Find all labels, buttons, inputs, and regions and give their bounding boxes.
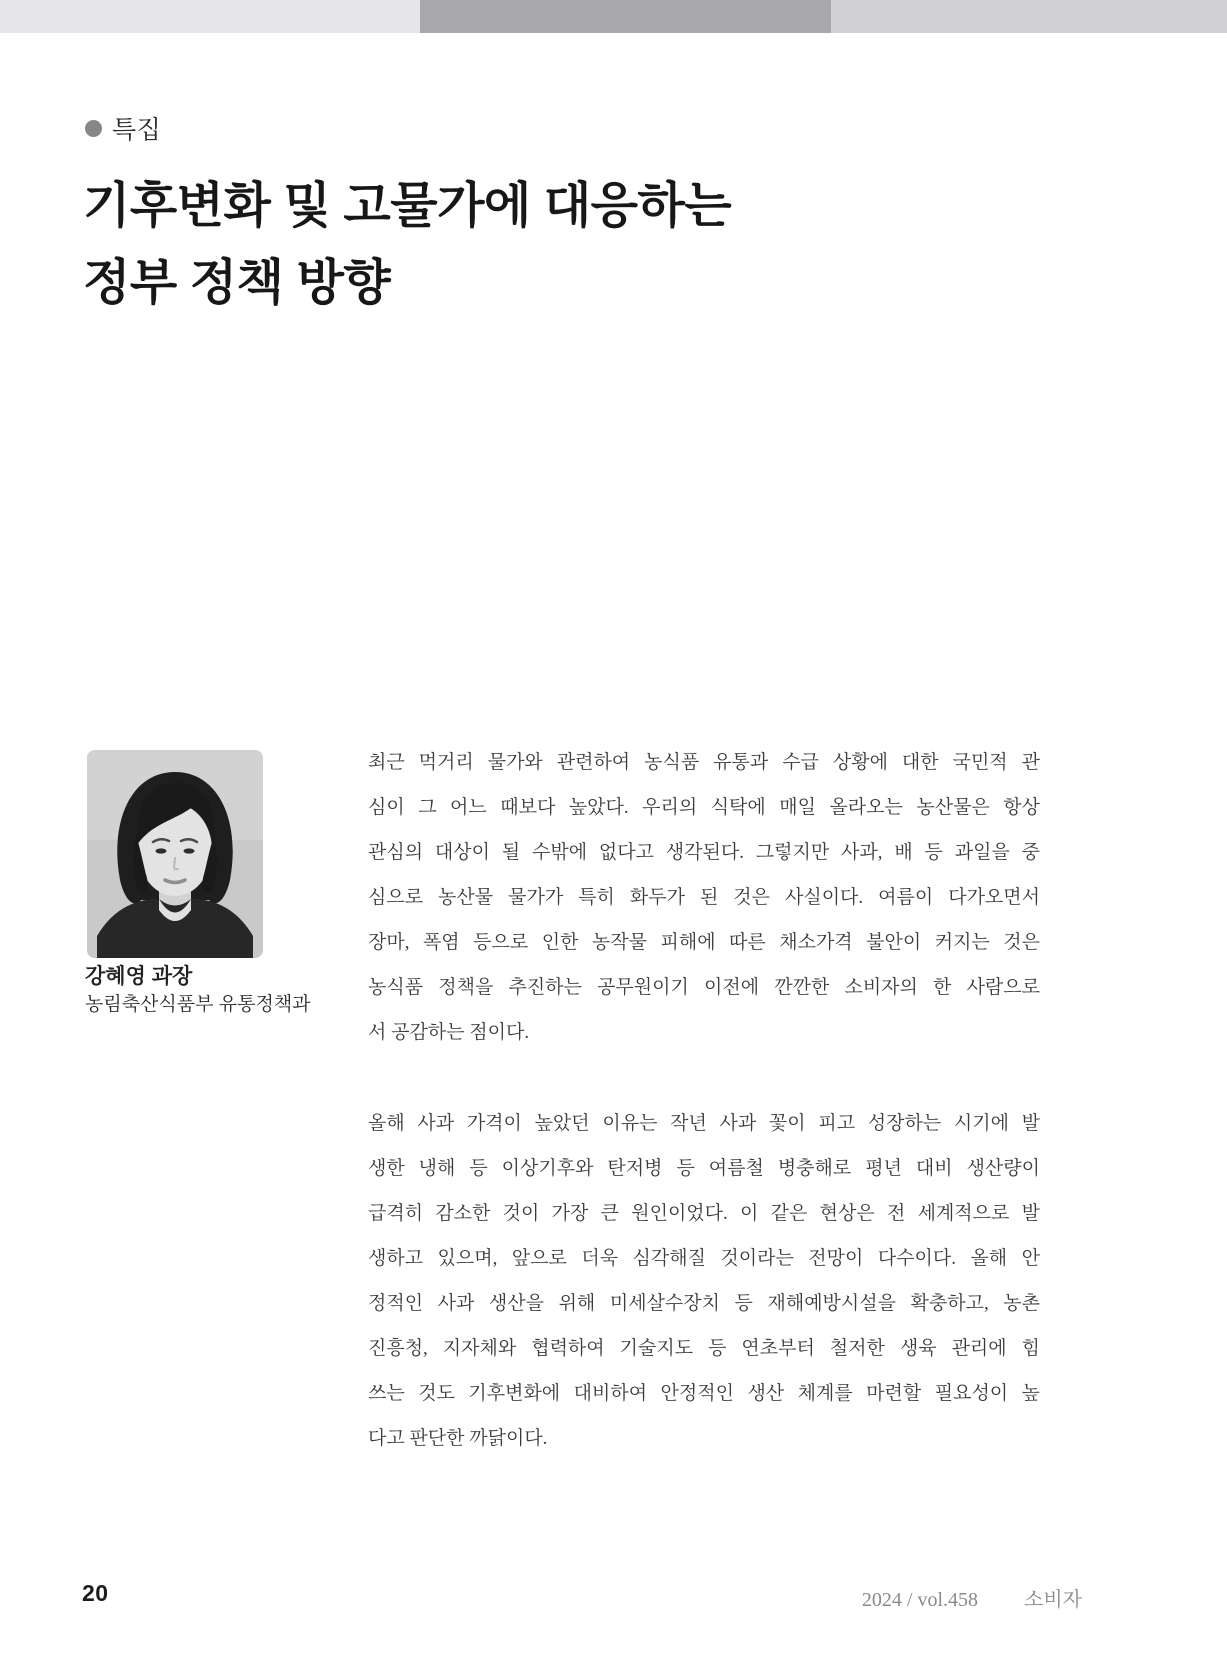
body-line: 서 공감하는 점이다. — [368, 1022, 530, 1043]
section-label — [85, 110, 161, 146]
body-line: 생한 냉해 등 이상기후와 탄저병 등 여름철 병충해로 평년 대비 생산량이 — [368, 1158, 1040, 1179]
top-decorative-bar — [0, 0, 1227, 33]
author-affiliation: 농림축산식품부 유통정책과 — [85, 994, 311, 1015]
top-bar-segment-medium — [831, 0, 1227, 33]
body-line: 다고 판단한 까닭이다. — [368, 1428, 548, 1449]
body-line: 정적인 사과 생산을 위해 미세살수장치 등 재해예방시설을 확충하고, 농촌 — [368, 1293, 1040, 1314]
top-bar-segment-dark — [420, 0, 831, 33]
page-title-line1: 기후변화 및 고물가에 대응하는 — [83, 179, 732, 233]
body-line: 심이 그 어느 때보다 높았다. 우리의 식탁에 매일 올라오는 농산물은 항상 — [368, 797, 1040, 818]
body-line: 농식품 정책을 추진하는 공무원이기 이전에 깐깐한 소비자의 한 사람으로 — [368, 977, 1040, 998]
section-label-text: 특집 — [112, 116, 162, 144]
body-line: 장마, 폭염 등으로 인한 농작물 피해에 따른 채소가격 불안이 커지는 것은 — [368, 932, 1040, 953]
author-caption — [85, 961, 311, 1017]
footer-issue: 2024 / vol.458 — [861, 1589, 979, 1611]
body-line: 심으로 농산물 물가가 특히 화두가 된 것은 사실이다. 여름이 다가오면서 — [368, 887, 1040, 908]
page-title — [83, 168, 983, 322]
footer-magazine-name: 소비자 — [1024, 1589, 1082, 1611]
author-name: 강혜영 과장 — [85, 965, 193, 988]
body-paragraph-1 — [368, 740, 1040, 1055]
body-line: 관심의 대상이 될 수밖에 없다고 생각된다. 그렇지만 사과, 배 등 과일을 중 — [368, 842, 1040, 863]
page-title-line2: 정부 정책 방향 — [83, 256, 391, 310]
body-paragraph-2 — [368, 1101, 1040, 1461]
body-line: 쓰는 것도 기후변화에 대비하여 안정적인 생산 체계를 마련할 필요성이 높 — [368, 1383, 1040, 1404]
author-photo — [87, 750, 263, 958]
body-line: 진흥청, 지자체와 협력하여 기술지도 등 연초부터 철저한 생육 관리에 힘 — [368, 1338, 1040, 1359]
author-portrait-illustration — [87, 750, 263, 958]
bullet-icon — [85, 120, 102, 137]
body-line: 생하고 있으며, 앞으로 더욱 심각해질 것이라는 전망이 다수이다. 올해 안 — [368, 1248, 1040, 1269]
body-line: 급격히 감소한 것이 가장 큰 원인이었다. 이 같은 현상은 전 세계적으로 발 — [368, 1203, 1040, 1224]
top-bar-segment-light — [0, 0, 420, 33]
body-line: 최근 먹거리 물가와 관련하여 농식품 유통과 수급 상황에 대한 국민적 관 — [368, 752, 1040, 773]
footer-right — [862, 1583, 1082, 1612]
page-number: 20 — [82, 1580, 109, 1606]
body-line: 올해 사과 가격이 높았던 이유는 작년 사과 꽃이 피고 성장하는 시기에 발 — [368, 1113, 1040, 1134]
